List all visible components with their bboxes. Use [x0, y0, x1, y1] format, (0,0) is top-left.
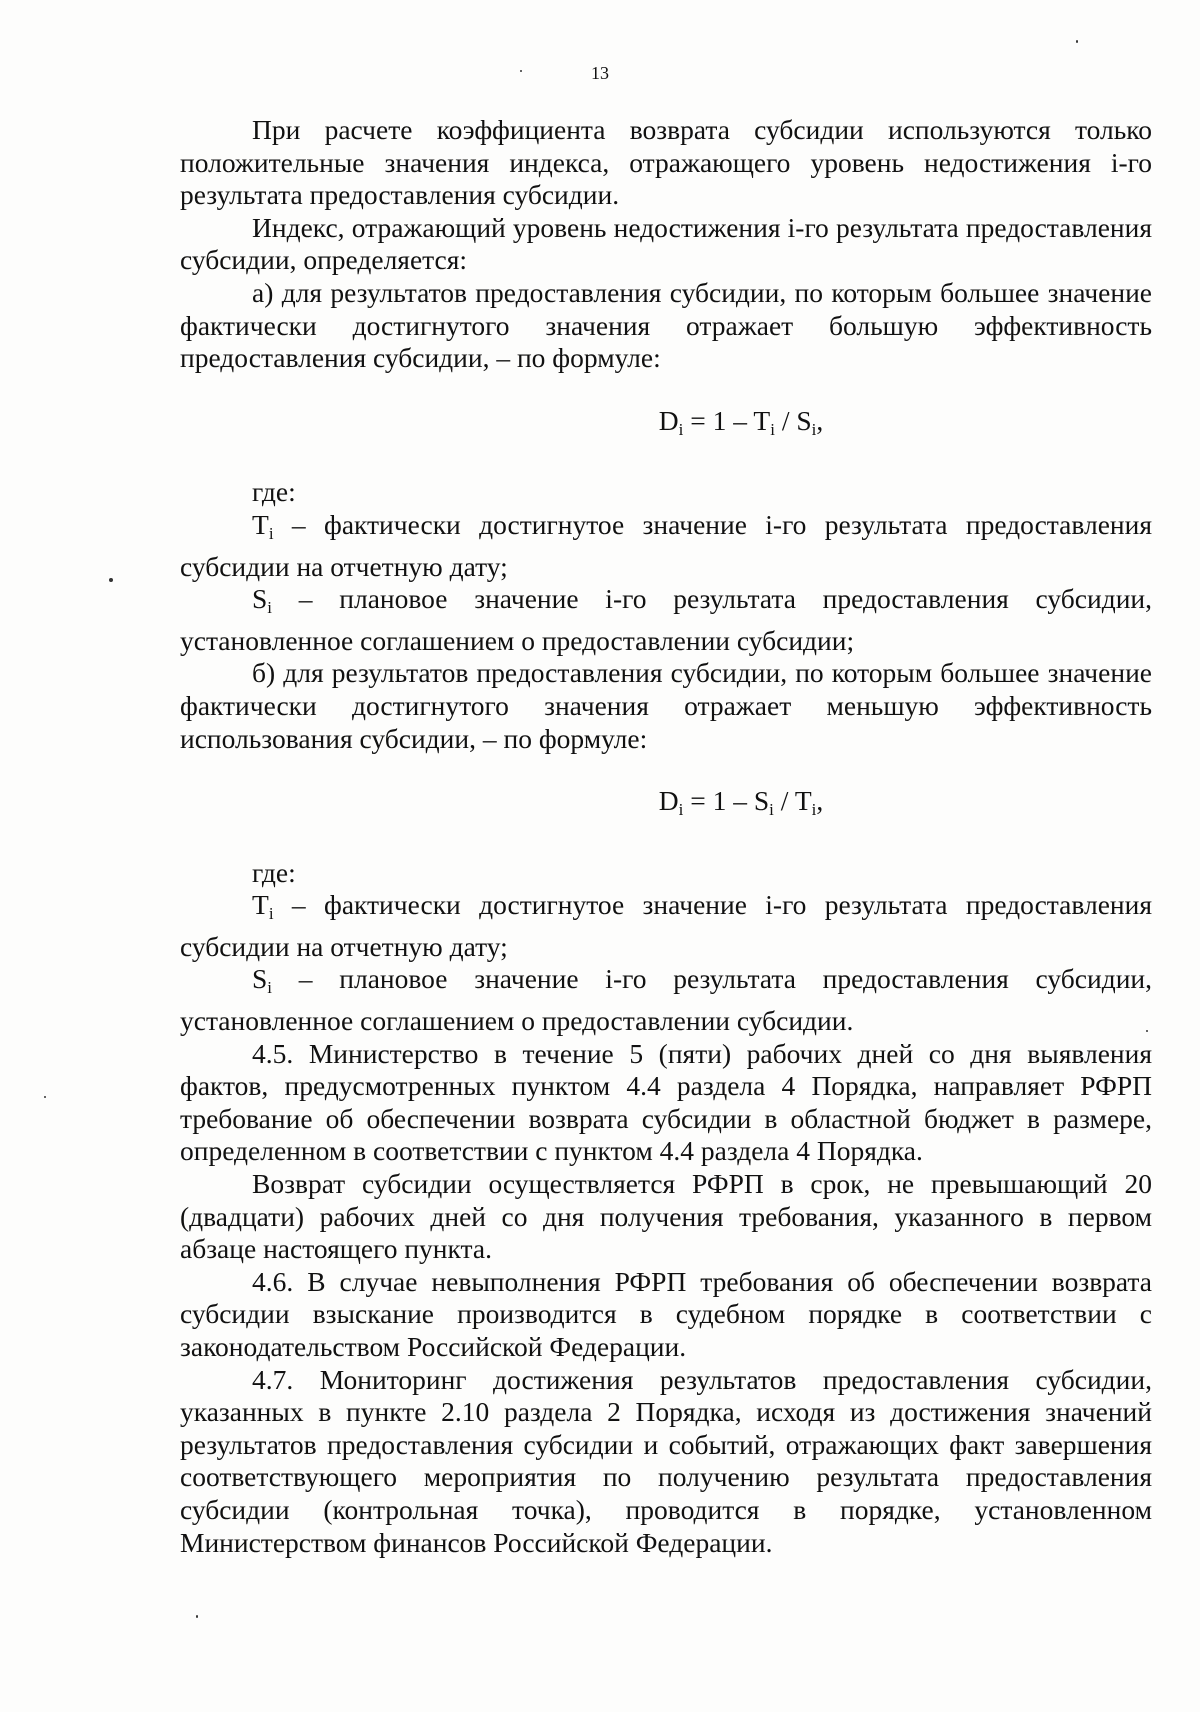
scan-speck — [1076, 40, 1078, 43]
scan-speck — [109, 578, 113, 582]
paragraph-where-b: где: — [252, 856, 296, 888]
scan-speck — [520, 70, 522, 72]
formula-lhs-subscript: i — [678, 800, 684, 820]
var-t-text: фактически достигнутое значение i-го результата предоставления субсидии на отчетную дату; — [180, 508, 1153, 582]
page-number: 13 — [591, 63, 609, 83]
formula-equals: = 1 – — [683, 785, 754, 817]
formula-lhs: D — [658, 785, 679, 817]
var-t-subscript: i — [268, 904, 274, 924]
var-s-symbol: S — [252, 963, 268, 995]
var-t-text: фактически достигнутое значение i-го результата предоставления субсидии на отчетную дату; — [180, 889, 1153, 962]
var-t-symbol: T — [252, 508, 269, 540]
scan-speck — [196, 1615, 198, 1618]
formula-divide: / — [773, 785, 795, 817]
formula-divide: / — [774, 404, 797, 436]
paragraph-positive-values: При расчете коэффициента возврата субсидии используются только положительные значения индекса, отражающего уровень недостижения i-го результата предоставления субсидии. — [180, 114, 1152, 211]
paragraph-4-5: 4.5. Министерство в течение 5 (пяти) рабочих дней со дня выявления фактов, предусмотренных пунктом 4.4 раздела 4 Порядка, направляет РФРП требование об обеспечении возврата субсидии в областной бюджет в размере, определенном в соответствии с пунктом 4.4 раздела 4 Порядка. — [180, 1037, 1152, 1167]
var-s-dash: – — [272, 583, 340, 615]
formula-end: , — [816, 404, 824, 436]
var-t-symbol: T — [252, 889, 269, 921]
formula-numerator: T — [753, 404, 771, 436]
var-s-dash: – — [272, 963, 340, 995]
formula-denominator-subscript: i — [811, 800, 817, 820]
var-s-text: плановое значение i-го результата предоставления субсидии, установленное соглашением о предоставлении субсидии. — [180, 963, 1152, 1037]
formula-lhs: D — [658, 404, 679, 436]
formula-case-a — [180, 405, 1152, 447]
document-body — [180, 114, 1152, 1559]
formula-denominator: T — [794, 785, 812, 817]
formula-numerator-subscript: i — [769, 800, 774, 820]
paragraph-def-t-b — [180, 889, 1152, 963]
formula-denominator: S — [796, 404, 812, 436]
formula-numerator: S — [753, 785, 770, 817]
formula-lhs-subscript: i — [678, 419, 684, 439]
paragraph-def-s-b — [180, 963, 1152, 1037]
var-s-subscript: i — [267, 978, 273, 998]
var-s-text: плановое значение i-го результата предоставления субсидии, установленное соглашением о предоставлении субсидии; — [180, 583, 1152, 656]
var-s-symbol: S — [252, 583, 268, 615]
formula-equals: = 1 – — [683, 404, 754, 436]
formula-denominator-subscript: i — [811, 419, 817, 439]
paragraph-4-7: 4.7. Мониторинг достижения результатов предоставления субсидии, указанных в пункте 2.10 раздела 2 Порядка, исходя из достижения значений результатов предоставления субсидии и событий, отражающих факт завершения соответствующего мероприятия по получению результата предоставления субсидии (контрольная точка), проводится в порядке, установленном Министерством финансов Российской Федерации. — [180, 1363, 1152, 1558]
var-t-dash: – — [273, 508, 325, 540]
paragraph-case-b: б) для результатов предоставления субсидии, по которым большее значение фактически достигнутого значения отражает меньшую эффективность использования субсидии, – по формуле: — [180, 657, 1152, 754]
paragraph-def-s-a — [180, 583, 1152, 657]
paragraph-def-t-a — [180, 509, 1152, 583]
formula-end: , — [816, 785, 824, 817]
scan-speck — [1146, 1030, 1148, 1032]
paragraph-4-6: 4.6. В случае невыполнения РФРП требования об обеспечении возврата субсидии взыскание производится в судебном порядке в соответствии с законодательством Российской Федерации. — [180, 1265, 1152, 1362]
paragraph-where-a: где: — [252, 476, 296, 508]
var-t-dash: – — [273, 889, 325, 921]
scan-speck — [44, 1096, 46, 1098]
formula-case-b — [180, 785, 1152, 827]
paragraph-index-definition: Индекс, отражающий уровень недостижения i-го результата предоставления субсидии, определяется: — [180, 211, 1152, 276]
var-s-subscript: i — [267, 598, 273, 618]
formula-numerator-subscript: i — [770, 419, 775, 439]
paragraph-return-term: Возврат субсидии осуществляется РФРП в срок, не превышающий 20 (двадцати) рабочих дней со дня получения требования, указанного в первом абзаце настоящего пункта. — [180, 1168, 1152, 1265]
var-t-subscript: i — [268, 523, 274, 543]
paragraph-case-a: а) для результатов предоставления субсидии, по которым большее значение фактически достигнутого значения отражает большую эффективность предоставления субсидии, – по формуле: — [180, 276, 1152, 374]
